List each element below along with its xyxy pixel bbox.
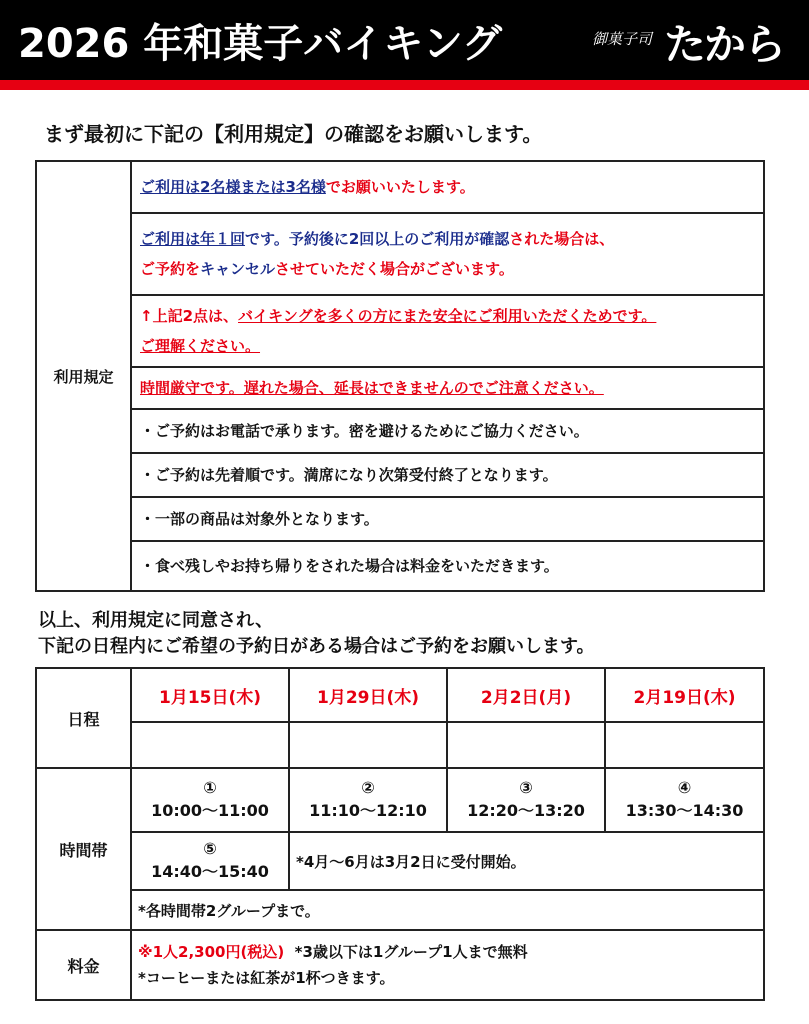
date-3: 2月2日(月) [447,668,605,722]
slot-1 [131,768,289,832]
rules-table [35,160,765,592]
slot-1-time: 10:00～11:00 [151,801,269,820]
shop-logo: たから [664,20,785,69]
date-2-blank [289,722,447,768]
rule-party-size-main: ご利用は2名様または3名様 [140,178,326,196]
rule-first-come [131,453,764,497]
accent-stripe [0,80,809,90]
slot-note: *4月～6月は3月2日に受付開始。 [289,832,764,890]
slot-3-num: ③ [519,778,533,797]
rule-reason-ask: ご理解ください。 [140,337,261,355]
schedule-table [35,667,765,1001]
slot-5 [131,832,289,890]
date-4-blank [605,722,764,768]
slot-3 [447,768,605,832]
rule-leftovers-text: ・食べ残しやお持ち帰りをされた場合は料金をいただきます。 [140,557,559,575]
date-1: 1月15日(木) [131,668,289,722]
rule-party-size-tail: でお願いいたします。 [325,178,475,196]
group-note: *各時間帯2グループまで。 [131,890,764,930]
slot-4-num: ④ [677,778,692,797]
rule-once-a-year-tail: された場合は、 [509,230,615,248]
slot-5-num: ⑤ [203,839,217,858]
rule-cancel-pre: ご予約を [140,260,201,278]
date-1-blank [131,722,289,768]
shop-subtitle: 御菓子司 [592,30,653,48]
rule-excluded [131,497,764,541]
agree-line-2: 下記の日程内にご希望の予約日がある場合はご予約をお願いします。 [38,636,595,657]
price-amount: ※1人2,300円(税込) [138,943,285,961]
rule-punctuality-text: 時間厳守です。遅れた場合、延長はできませんのでご注意ください。 [140,379,604,397]
rule-reason-lead: ↑上記2点は、 [140,307,239,325]
slot-2-time: 11:10～12:10 [309,801,427,820]
rule-party-size [131,161,764,213]
rules-header: 利用規定 [36,161,131,591]
slot-4-time: 13:30～14:30 [625,801,744,820]
date-2: 1月29日(木) [289,668,447,722]
rule-phone [131,409,764,453]
date-header: 日程 [36,668,131,768]
slot-3-time: 12:20～13:20 [467,801,585,820]
page-title: 2026 年和菓子バイキング [18,21,503,67]
slot-2-num: ② [361,778,375,797]
price-cell [131,930,764,1000]
rule-punctuality [131,367,764,409]
rule-reason [131,295,764,367]
agree-line-1: 以上、利用規定に同意され、 [38,610,274,631]
rule-first-come-text: ・ご予約は先着順です。満席になり次第受付終了となります。 [140,466,558,484]
rule-cancel-post: させていただく場合がございます。 [275,260,514,278]
rule-excluded-text: ・一部の商品は対象外となります。 [140,510,379,528]
rule-once-a-year-mid: です。予約後に2回以上のご利用が確認 [245,230,510,248]
slot-2 [289,768,447,832]
date-3-blank [447,722,605,768]
rule-leftovers [131,541,764,591]
intro-text: まず最初に下記の【利用規定】の確認をお願いします。 [44,122,543,146]
slot-4 [605,768,764,832]
time-header: 時間帯 [36,768,131,930]
rule-cancel-word: キャンセル [200,260,276,278]
rule-once-a-year [131,213,764,295]
rule-once-a-year-main: ご利用は年１回 [140,230,246,248]
header-banner [0,0,809,80]
price-header: 料金 [36,930,131,1000]
rule-reason-body: バイキングを多くの方にまた安全にご利用いただくためです。 [238,307,657,325]
rule-phone-text: ・ご予約はお電話で承ります。密を避けるためにご協力ください。 [140,422,589,440]
drink-note: *コーヒーまたは紅茶が1杯つきます。 [138,969,395,987]
slot-1-num: ① [203,778,217,797]
slot-5-time: 14:40～15:40 [151,862,269,881]
date-4: 2月19日(木) [605,668,764,722]
price-note: *3歳以下は1グループ1人まで無料 [294,943,528,961]
